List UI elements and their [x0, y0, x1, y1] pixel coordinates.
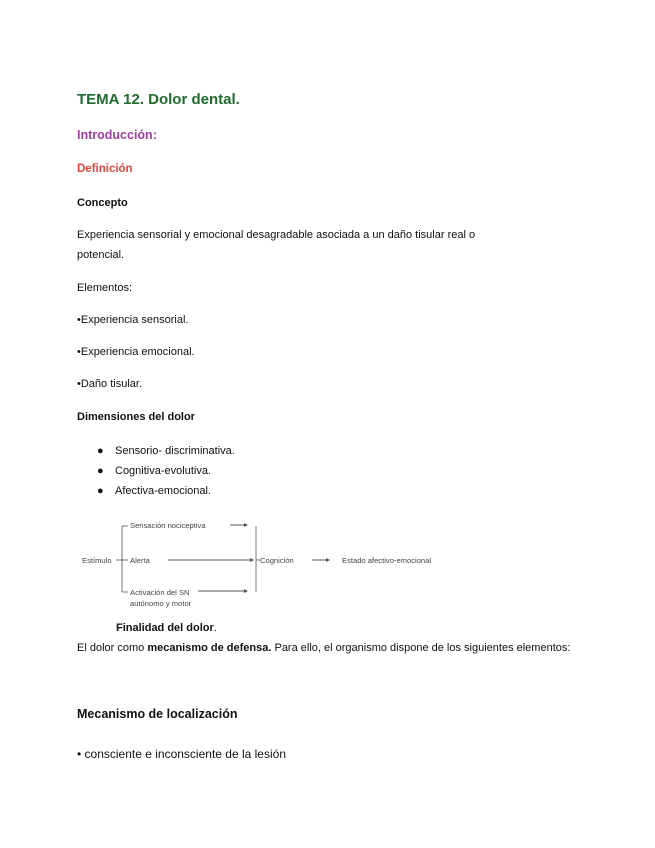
bullet-icon: ● [97, 485, 104, 497]
arrow-head-icon [250, 558, 254, 562]
arrow-head-icon [244, 589, 248, 593]
dimension-label: Cognitiva-evolutiva. [115, 465, 211, 477]
finalidad-paragraph [77, 638, 577, 658]
document-title: TEMA 12. Dolor dental. [77, 91, 240, 108]
heading-finalidad [116, 622, 217, 634]
diagram-estimulo: Estímulo [82, 556, 112, 565]
concepto-text-line-1: Experiencia sensorial y emocional desagradable asociada a un daño tisular real o [77, 229, 476, 241]
finalidad-period: . [213, 622, 217, 634]
section-introduccion: Introducción: [77, 128, 157, 142]
heading-mecanismo: Mecanismo de localización [77, 707, 238, 721]
pain-process-diagram [78, 514, 478, 614]
diagram-alerta: Alerta [130, 556, 150, 565]
heading-dimensiones: Dimensiones del dolor [77, 411, 195, 423]
concepto-text-line-2: potencial. [77, 249, 125, 261]
elementos-label: Elementos: [77, 282, 133, 294]
arrow-head-icon [326, 558, 330, 562]
elemento-item: •Experiencia emocional. [77, 346, 195, 358]
diagram-cognicion: Cognición [260, 556, 294, 565]
elemento-item: •Experiencia sensorial. [77, 314, 189, 326]
diagram-sensacion: Sensación nociceptiva [130, 521, 206, 530]
finalidad-bold-text: mecanismo de defensa. [147, 642, 272, 654]
bullet-icon: ● [97, 445, 104, 457]
diagram-activacion-1: Activación del SN [130, 588, 190, 597]
mecanismo-item: • consciente e inconsciente de la lesión [77, 747, 286, 761]
elemento-item: •Daño tisular. [77, 378, 142, 390]
dimension-item [97, 445, 235, 457]
finalidad-heading-text: Finalidad del dolor [116, 622, 214, 634]
dimension-item [97, 485, 211, 497]
heading-concepto: Concepto [77, 197, 128, 209]
arrow-head-icon [244, 523, 248, 527]
finalidad-text-1: El dolor como [77, 642, 148, 654]
dimension-label: Afectiva-emocional. [115, 485, 211, 497]
finalidad-text-2: Para ello, el organismo dispone de los siguientes elementos: [271, 642, 571, 654]
diagram-estado: Estado afectivo-emocional [342, 556, 432, 565]
section-definicion: Definición [77, 163, 133, 175]
diagram-activacion-2: autónomo y motor [130, 599, 192, 608]
dimension-item [97, 465, 211, 477]
bullet-icon: ● [97, 465, 104, 477]
dimension-label: Sensorio- discriminativa. [115, 445, 235, 457]
